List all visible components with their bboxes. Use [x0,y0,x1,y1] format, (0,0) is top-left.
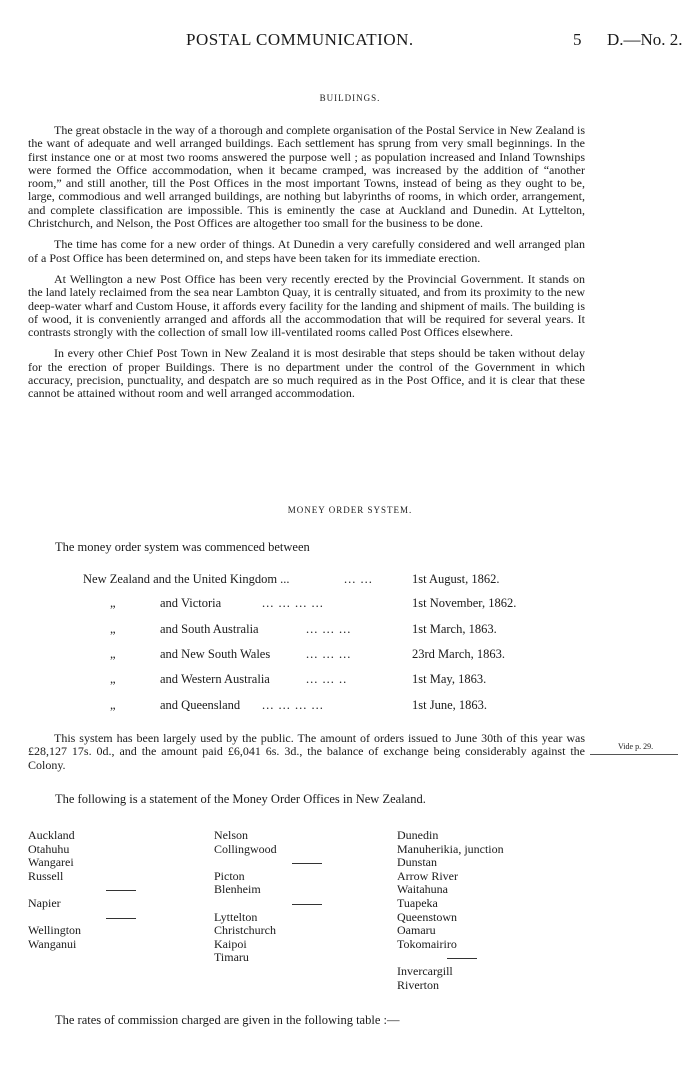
office-name: Oamaru [397,923,436,938]
usage-paragraph: This system has been largely used by the public. The amount of orders issued to June 30th of this year was £28,127 17s. 0d., and the amount paid £6,041 6s. 3d., the balance of exchange being considerably against the Colony. [28,731,585,772]
office-name: Collingwood [214,841,277,856]
country-label: and South Australia [160,622,259,636]
office-name: Christchurch [214,923,276,938]
country-label: and Victoria [160,596,222,610]
office-name: Kaipoi [214,936,247,951]
usage-paragraph-block [28,732,585,772]
start-date: 1st May, 1863. [412,672,487,686]
office-name: Dunstan [397,855,437,870]
buildings-heading: BUILDINGS. [319,93,381,103]
office-name: Dunedin [397,828,439,842]
offices-column-3 [397,829,504,992]
province-separator [28,883,81,897]
province-separator [214,897,277,911]
start-date: 1st March, 1863. [412,622,497,636]
offices-column-1 [28,829,81,951]
office-name: Queenstown [397,909,457,924]
office-name: Tuapeka [397,895,438,910]
office-name: Waitahuna [397,882,449,897]
rates-intro-line: The rates of commission charged are given in the following table :— [55,1013,400,1027]
money-order-row [0,698,700,716]
office-name: Otahuhu [28,841,70,856]
leader-dots: ... ... ... [306,647,352,661]
office-name: Tokomairiro [397,936,457,951]
buildings-text [28,124,585,409]
country-label: and Western Australia [160,672,270,686]
money-order-row [0,672,700,690]
office-name: Riverton [397,977,439,992]
offices-statement: The following is a statement of the Money Order Offices in New Zealand. [55,792,426,806]
leader-dots: ... ... ... [306,622,352,636]
leader-dots: ... ... .. [306,672,348,686]
office-name: Picton [214,868,245,883]
leader-dots: ... ... ... ... [262,698,324,712]
page-header [0,30,700,54]
country-label: and New South Wales [160,647,271,661]
buildings-paragraph-2: The time has come for a new order of things. At Dunedin a very carefully considered and well arranged plan of a Post Office has been determined on, and steps have been taken for its immediate erection. [28,237,585,265]
money-order-row [0,596,700,614]
office-name: Wanganui [28,936,77,951]
start-date: 1st August, 1862. [412,572,500,586]
buildings-paragraph-3: At Wellington a new Post Office has been very recently erected by the Provincial Government. It stands on the land lately reclaimed from the sea near Lambton Quay, it is centrally situated, and from its proximity to the new deep-water wharf and Custom House, it affords every facility for the landing and shipment of mails. The building is of wood, it is conveniently arranged and affords all the accommodation that will be required for several years. It contrasts strongly with the collection of small low ill-ventilated rooms called Post Offices elsewhere. [28,271,585,340]
ditto-mark: „ [110,672,116,686]
money-order-row [0,647,700,665]
buildings-paragraph-1: The great obstacle in the way of a thorough and complete organisation of the Postal Service in New Zealand is the want of adequate and well arranged buildings. Each settlement has sprung from very small beginnings. In the first instance one or at most two rooms answered the purpose well ; as population increased and Inland Townships were formed the Office accommodation, when it became cramped, was increased by the addition of “another room,” and still another, till the Post Offices in the most important Towns, instead of being as they ought to be, large, commodious and well arranged buildings, are nothing but labyrinths of rooms, in which order, arrangement, and complete classification are impossible. This is eminently the case at Auckland and Dunedin. At Lyttelton, Christchurch, and Nelson, the Post Offices are altogether too small for the business to be done. [28,123,585,231]
office-name: Nelson [214,828,248,842]
office-name: Lyttelton [214,909,258,924]
office-name: Russell [28,868,64,883]
office-name: Invercargill [397,963,453,978]
province-separator [28,911,81,925]
margin-note: Vide p. 29. [618,742,654,751]
ditto-mark: „ [110,622,116,636]
leader-dots: ... ... [344,572,373,586]
office-name: Wellington [28,923,82,938]
country-label: and Queensland [160,698,241,712]
money-order-row [0,572,700,590]
page-title: POSTAL COMMUNICATION. [186,30,414,49]
page-number: 5 [573,30,582,49]
ditto-mark: „ [110,647,116,661]
start-date: 23rd March, 1863. [412,647,506,661]
offices-column-2 [214,829,277,965]
ditto-mark: „ [110,698,116,712]
office-name: Auckland [28,828,75,842]
office-name: Napier [28,895,61,910]
country-label: New Zealand and the United Kingdom ... [83,572,290,586]
office-name: Wangarei [28,855,74,870]
money-order-intro: The money order system was commenced between [55,540,310,554]
money-order-heading: MONEY ORDER SYSTEM. [287,505,413,515]
money-order-row [0,622,700,640]
start-date: 1st November, 1862. [412,596,517,610]
office-name: Timaru [214,950,249,965]
buildings-paragraph-4: In every other Chief Post Town in New Zealand it is most desirable that steps should be taken without delay for the erection of proper Buildings. There is no department under the control of the Government in which accuracy, precision, punctuality, and despatch are so much required as in the Post Office, and it is clear that these cannot be attained without room and well arranged accommodation. [28,346,585,401]
office-name: Manuherikia, junction [397,841,504,856]
start-date: 1st June, 1863. [412,698,487,712]
margin-rule [590,754,678,755]
leader-dots: ... ... ... ... [262,596,324,610]
document-reference: D.—No. 2. [607,30,683,49]
ditto-mark: „ [110,596,116,610]
office-name: Arrow River [397,868,458,883]
office-name: Blenheim [214,882,261,897]
province-separator [397,951,504,965]
province-separator [214,856,277,870]
